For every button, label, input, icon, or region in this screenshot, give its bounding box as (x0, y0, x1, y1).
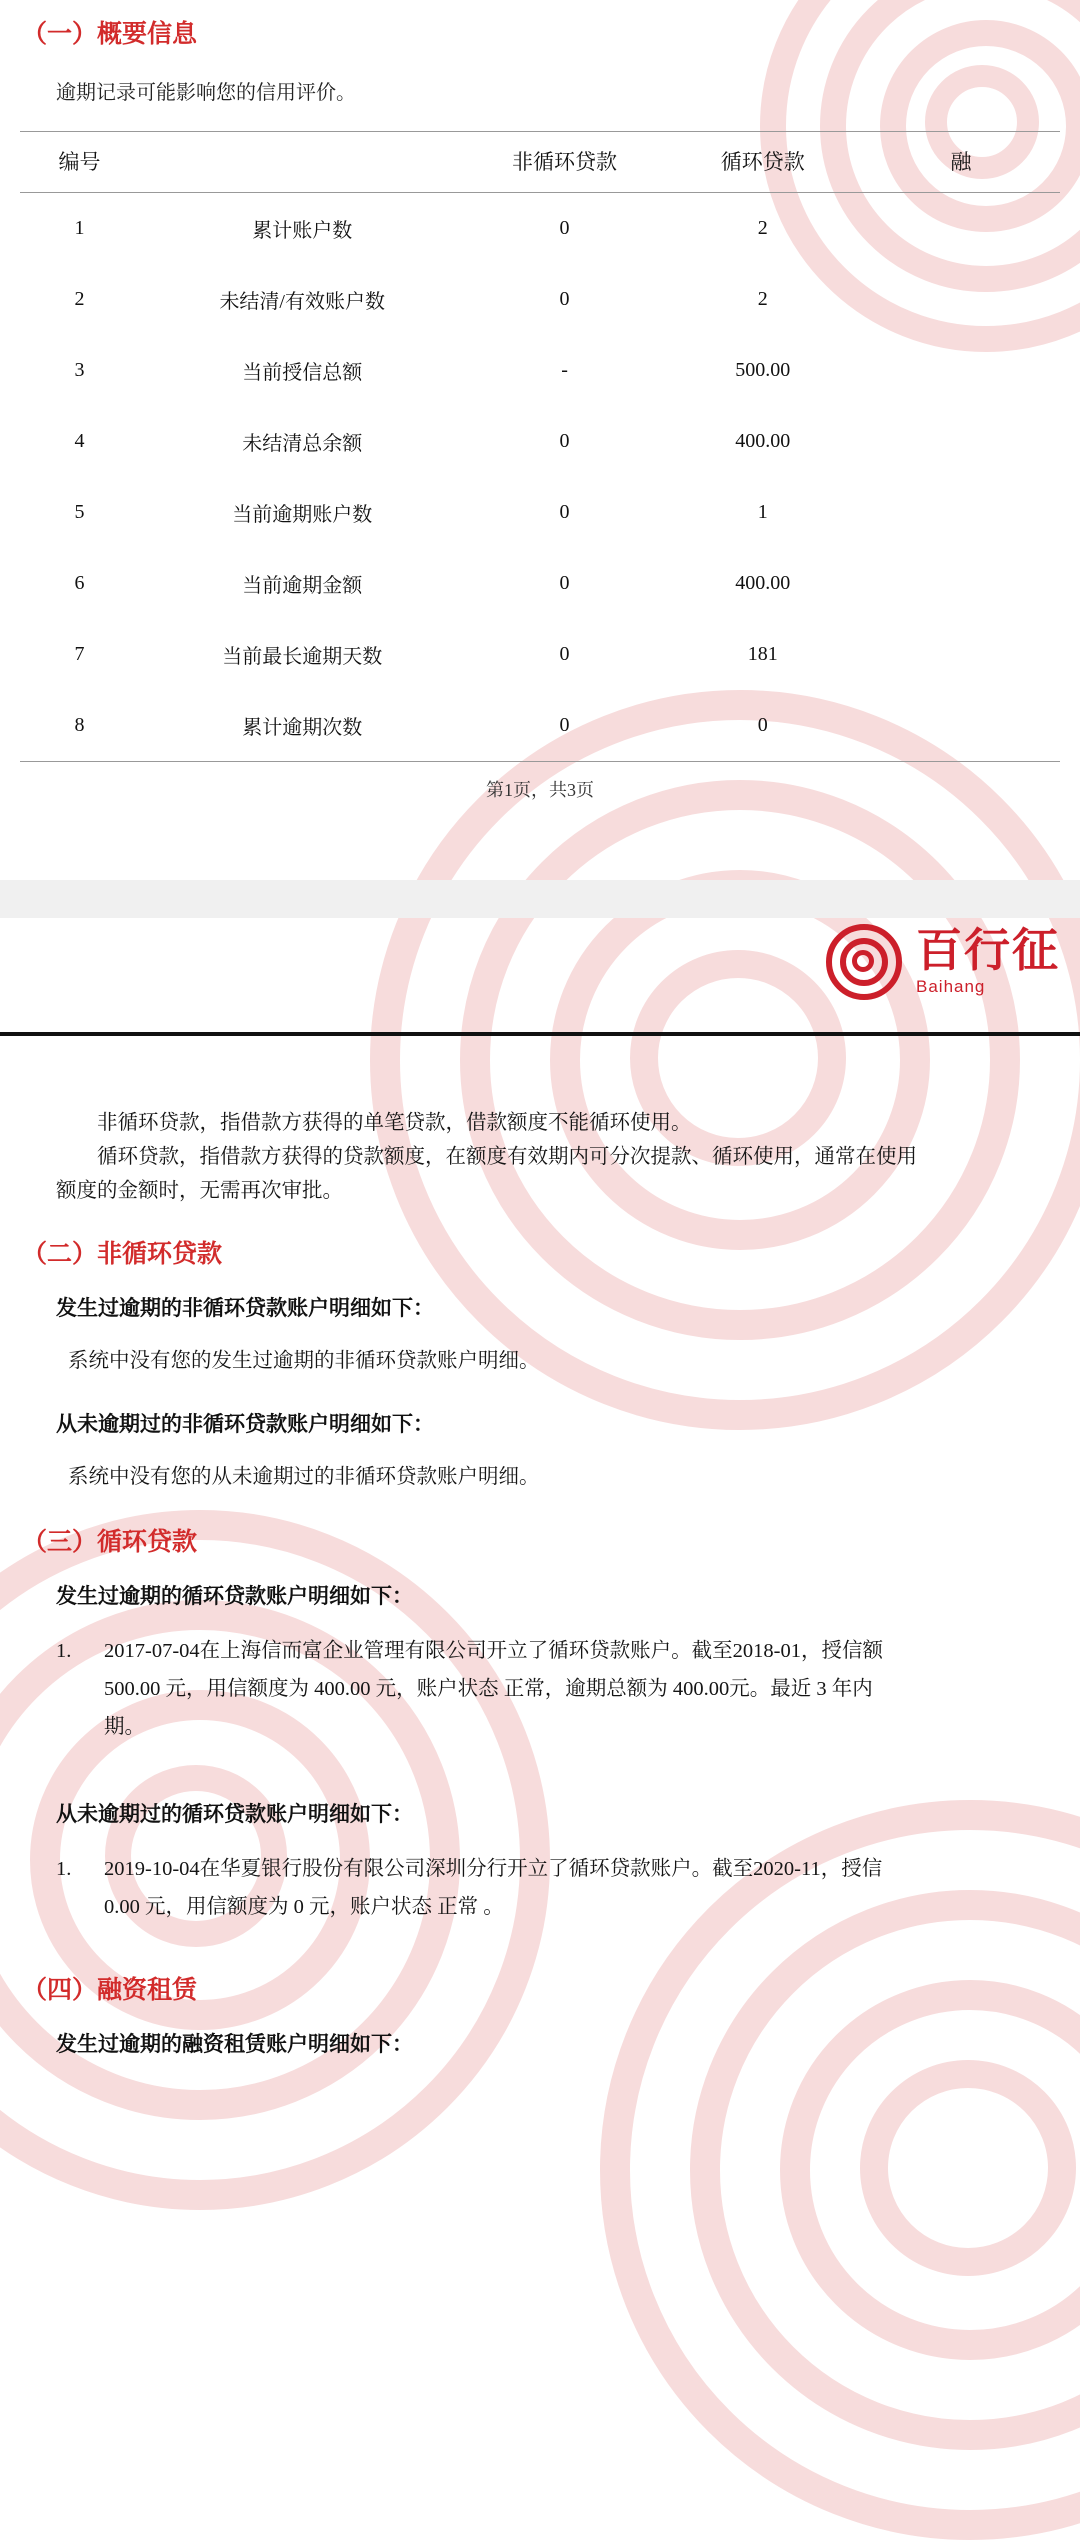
cell-revolving: 181 (747, 643, 778, 665)
page-break-gap (0, 880, 1080, 918)
cell-no: 6 (74, 572, 85, 594)
section-title-nonrevolving: （二）非循环贷款 (22, 1240, 223, 1268)
cell-no: 2 (74, 288, 85, 310)
cell-revolving: 500.00 (735, 359, 791, 381)
page-number-footer: 第1页，共3页 (486, 780, 594, 800)
list-item (56, 1850, 1080, 1926)
summary-intro-text: 逾期记录可能影响您的信用评价。 (56, 82, 356, 104)
cell-no: 3 (74, 359, 85, 381)
definition-revolving-line1: 循环贷款，指借款方获得的贷款额度，在额度有效期内可分次提款、循环使用，通常在使用 (97, 1146, 917, 1168)
logo-text-cn: 百行征 (916, 924, 1060, 976)
cell-item: 累计逾期次数 (139, 690, 466, 762)
cell-leasing (862, 264, 1060, 335)
list-item (56, 1632, 1080, 1746)
cell-leasing (862, 335, 1060, 406)
cell-nonrevolving: 0 (559, 501, 570, 523)
baihang-logo (826, 924, 1060, 1000)
cell-nonrevolving: 0 (559, 572, 570, 594)
section-title-leasing: （四）融资租赁 (22, 1976, 198, 2004)
section-title-revolving: （三）循环贷款 (22, 1528, 198, 1556)
cell-revolving: 1 (757, 501, 768, 523)
cell-item: 当前逾期金额 (242, 575, 363, 597)
cell-revolving: 2 (757, 217, 768, 239)
summary-table (20, 131, 1060, 762)
cell-item: 未结清/有效账户数 (219, 291, 385, 313)
cell-revolving: 2 (757, 288, 768, 310)
col-header-no: 编号 (20, 132, 139, 193)
section-title-summary: （一）概要信息 (22, 20, 198, 48)
cell-item: 未结清总余额 (242, 433, 363, 455)
list-item-line2: 500.00 元，用信额度为 400.00 元，账户状态 正常，逾期总额为 400.00元。最近 3 年内 (104, 1678, 873, 1700)
table-row (20, 690, 1060, 762)
cell-item: 当前逾期账户数 (232, 504, 373, 526)
list-item-number: 1. (56, 1858, 72, 1880)
col-header-nonrevolving: 非循环贷款 (466, 132, 664, 193)
cell-leasing (862, 619, 1060, 690)
col-header-revolving: 循环贷款 (664, 132, 862, 193)
table-row (20, 406, 1060, 477)
baihang-logo-icon (826, 924, 902, 1000)
cell-leasing (862, 690, 1060, 762)
cell-nonrevolving: - (561, 359, 568, 381)
definition-revolving-line2: 额度的金额时，无需再次审批。 (56, 1180, 343, 1202)
table-row (20, 619, 1060, 690)
table-row (20, 548, 1060, 619)
cell-nonrevolving: 0 (466, 690, 664, 762)
table-row (20, 193, 1060, 265)
cell-nonrevolving: 0 (559, 217, 570, 239)
cell-leasing (862, 477, 1060, 548)
cell-revolving: 400.00 (735, 430, 791, 452)
cell-item: 当前授信总额 (242, 362, 363, 384)
logo-text-en: Baihang (916, 977, 986, 996)
cell-item: 当前最长逾期天数 (222, 646, 383, 668)
list-item-line3: 期。 (104, 1716, 145, 1738)
cell-leasing (862, 193, 1060, 265)
cell-no: 1 (74, 217, 85, 239)
cell-revolving: 400.00 (735, 572, 791, 594)
report-page-2 (0, 918, 1080, 2340)
cell-no: 8 (20, 690, 139, 762)
table-row (20, 477, 1060, 548)
list-item-line1: 2017-07-04在上海信而富企业管理有限公司开立了循环贷款账户。截至2018-01，授信额 (104, 1640, 883, 1662)
table-row (20, 335, 1060, 406)
cell-nonrevolving: 0 (559, 288, 570, 310)
text-nonrevolving-never-empty: 系统中没有您的从未逾期过的非循环贷款账户明细。 (68, 1466, 540, 1488)
list-item-line2: 0.00 元，用信额度为 0 元，账户状态 正常 。 (104, 1896, 504, 1918)
text-nonrevolving-overdue-empty: 系统中没有您的发生过逾期的非循环贷款账户明细。 (68, 1350, 540, 1372)
subhead-leasing-overdue: 发生过逾期的融资租赁账户明细如下： (56, 2032, 413, 2056)
subhead-nonrevolving-never: 从未逾期过的非循环贷款账户明细如下： (56, 1412, 434, 1436)
report-page-1 (0, 0, 1080, 880)
definition-nonrevolving: 非循环贷款，指借款方获得的单笔贷款，借款额度不能循环使用。 (97, 1112, 692, 1134)
subhead-nonrevolving-overdue: 发生过逾期的非循环贷款账户明细如下： (56, 1296, 434, 1320)
subhead-revolving-overdue: 发生过逾期的循环贷款账户明细如下： (56, 1584, 413, 1608)
cell-no: 7 (74, 643, 85, 665)
col-header-item (139, 132, 466, 193)
table-header-row (20, 132, 1060, 193)
col-header-leasing: 融 (862, 132, 1060, 193)
list-item-number: 1. (56, 1640, 72, 1662)
cell-item: 累计账户数 (252, 220, 353, 242)
cell-nonrevolving: 0 (559, 430, 570, 452)
list-item-line1: 2019-10-04在华夏银行股份有限公司深圳分行开立了循环贷款账户。截至2020-11，授信 (104, 1858, 883, 1880)
cell-no: 5 (74, 501, 85, 523)
cell-leasing (862, 548, 1060, 619)
cell-leasing (862, 406, 1060, 477)
cell-nonrevolving: 0 (559, 643, 570, 665)
subhead-revolving-never: 从未逾期过的循环贷款账户明细如下： (56, 1802, 413, 1826)
table-row (20, 264, 1060, 335)
cell-revolving: 0 (664, 690, 862, 762)
cell-no: 4 (74, 430, 85, 452)
report-header (0, 918, 1080, 1028)
